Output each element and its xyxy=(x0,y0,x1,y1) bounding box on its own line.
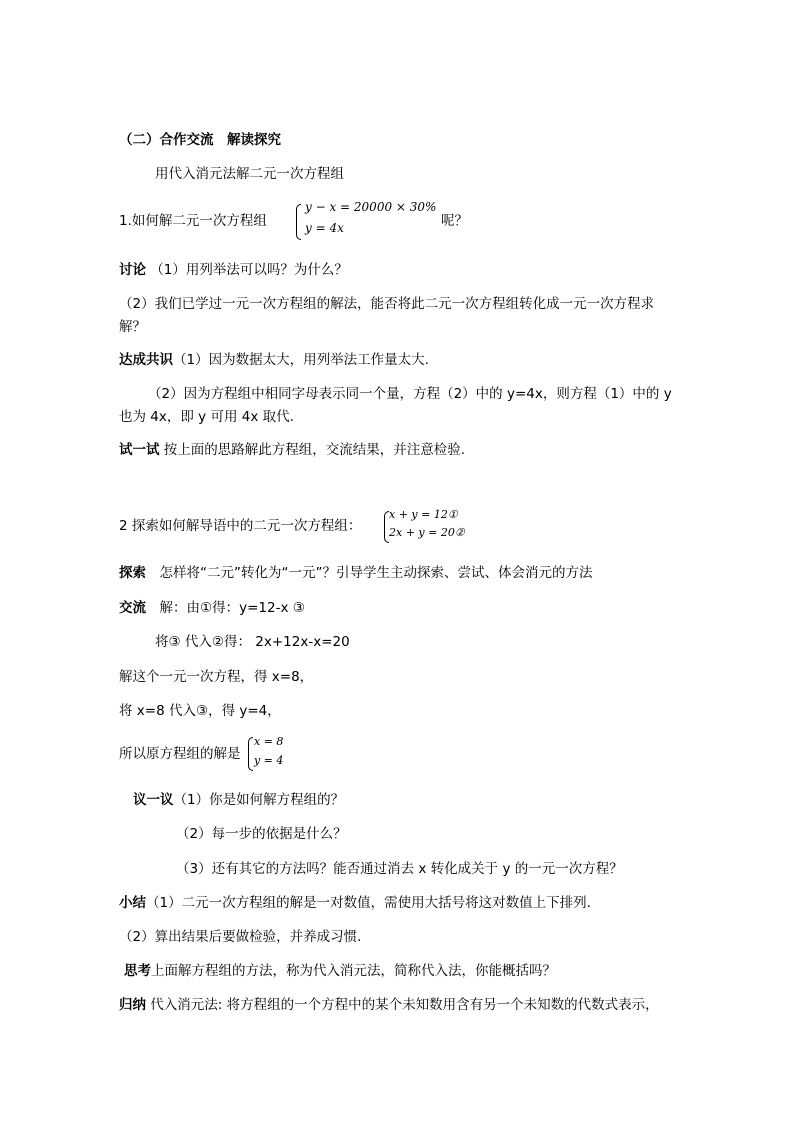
solution-y: y = 4 xyxy=(254,754,284,767)
induce-text: 代入消元法: 将方程组的一个方程中的某个未知数用含有另一个未知数的代数式表示， xyxy=(146,997,659,1013)
solution-brace xyxy=(248,737,253,771)
equation-1: y − x = 20000 × 30% xyxy=(305,200,437,214)
exchange-step-4: 将 x=8 代入③，得 y=4， xyxy=(119,703,281,719)
question-1-text: 1.如何解二元一次方程组 xyxy=(119,213,267,229)
subtitle: 用代入消元法解二元一次方程组 xyxy=(155,166,344,182)
consensus-p2-cont: 也为 4x，即 y 可用 4x 取代. xyxy=(119,409,294,425)
exchange-step-2: 将③ 代入②得： 2x+12x-x=20 xyxy=(155,634,350,650)
discuss-q2: （2）我们已学过一元一次方程组的解法，能否将此二元一次方程组转化成一元一次方程求 xyxy=(119,296,655,312)
think-line xyxy=(124,962,556,980)
exchange-step-3: 解这个一元一次方程，得 x=8， xyxy=(119,669,314,685)
consensus-label: 达成共识 xyxy=(119,352,173,368)
equation-2: y = 4x xyxy=(305,221,344,235)
explore-text: 怎样将“二元”转化为“一元”？引导学生主动探索、尝试、体会消元的方法 xyxy=(146,565,593,581)
summary-label: 小结 xyxy=(119,895,146,911)
solution-x: x = 8 xyxy=(254,735,284,748)
summary-p1: （1）二元一次方程组的解是一对数值，需使用大括号将这对数值上下排列. xyxy=(146,895,591,911)
induce-line xyxy=(119,996,659,1014)
induce-label: 归纳 xyxy=(119,997,146,1013)
try-line xyxy=(119,441,465,459)
consensus-line-1 xyxy=(119,351,429,369)
equation-1: x + y = 12① xyxy=(389,508,458,521)
section-title: （二）合作交流 解读探究 xyxy=(119,132,281,148)
equation-2: 2x + y = 20② xyxy=(389,526,465,539)
consensus-p2: （2）因为方程组中相同字母表示同一个量，方程（2）中的 y=4x，则方程（1）中的 y xyxy=(148,386,672,402)
summary-p2: （2）算出结果后要做检验，并养成习惯. xyxy=(119,929,362,945)
question-2-text: 2 探索如何解导语中的二元一次方程组： xyxy=(119,518,362,534)
try-text: 按上面的思路解此方程组，交流结果，并注意检验. xyxy=(159,442,466,458)
think-label: 思考 xyxy=(124,963,151,979)
discuss-q2-cont: 解？ xyxy=(119,319,146,335)
talk-line-1 xyxy=(133,791,344,809)
equation-brace xyxy=(296,204,301,240)
summary-line-1 xyxy=(119,894,591,912)
exchange-text: 解：由①得：y=12-x ③ xyxy=(146,600,305,616)
explore-label: 探索 xyxy=(119,565,146,581)
talk-q1: （1）你是如何解方程组的？ xyxy=(173,792,345,808)
exchange-line xyxy=(119,599,305,617)
talk-q3: （3）还有其它的方法吗？能否通过消去 x 转化成关于 y 的一元一次方程？ xyxy=(176,861,623,877)
talk-q2: （2）每一步的依据是什么？ xyxy=(176,826,347,842)
discuss-q1: （1）用列举法可以吗？为什么？ xyxy=(150,262,348,278)
explore-line xyxy=(119,564,592,582)
consensus-p1: （1）因为数据太大，用列举法工作量太大. xyxy=(173,352,429,368)
discuss-label: 讨论 xyxy=(119,262,146,278)
question-1 xyxy=(119,212,267,230)
talk-label: 议一议 xyxy=(133,792,174,808)
think-text: 上面解方程组的方法，称为代入消元法，简称代入法，你能概括吗？ xyxy=(151,963,556,979)
exchange-step-5: 所以原方程组的解是 xyxy=(119,746,241,762)
exchange-label: 交流 xyxy=(119,600,146,616)
discuss-line-1 xyxy=(119,261,348,279)
question-1-tail: 呢？ xyxy=(441,213,468,229)
try-label: 试一试 xyxy=(119,442,160,458)
